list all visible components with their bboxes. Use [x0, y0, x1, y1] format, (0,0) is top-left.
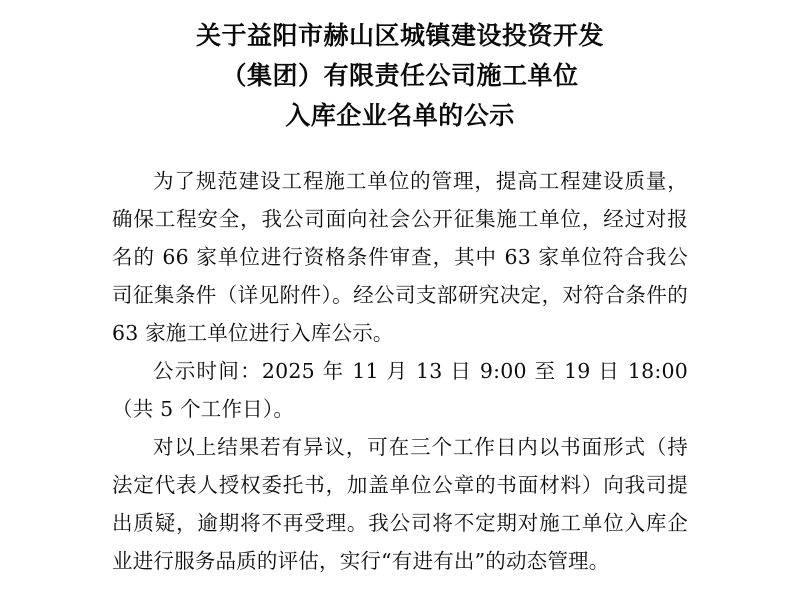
- document-body: [112, 162, 688, 580]
- paragraph-2: 公示时间：2025 年 11 月 13 日 9:00 至 19 日 18:00（共 5 个工作日）。: [112, 359, 688, 421]
- page-title: [112, 0, 688, 136]
- page-title-line-1: 关于益阳市赫山区城镇建设投资开发: [195, 21, 604, 50]
- page-title-line-2: （集团）有限责任公司施工单位: [221, 61, 579, 90]
- paragraph-3: 对以上结果若有异议，可在三个工作日内以书面形式（持法定代表人授权委托书，加盖单位公章的书面材料）向我司提出质疑，逾期将不再受理。我公司将不定期对施工单位入库企业进行服务品质的评估，实行“有进有出”的动态管理。: [112, 435, 688, 573]
- page-title-line-3: 入库企业名单的公示: [285, 101, 515, 130]
- paragraph-1: 为了规范建设工程施工单位的管理，提高工程建设质量，确保工程安全，我公司面向社会公开征集施工单位，经过对报名的 66 家单位进行资格条件审查，其中 63 家单位符合我公司征集条件（详见附件）。经公司支部研究决定，对符合条件的 63 家施工单位进行入库公示。: [112, 169, 688, 345]
